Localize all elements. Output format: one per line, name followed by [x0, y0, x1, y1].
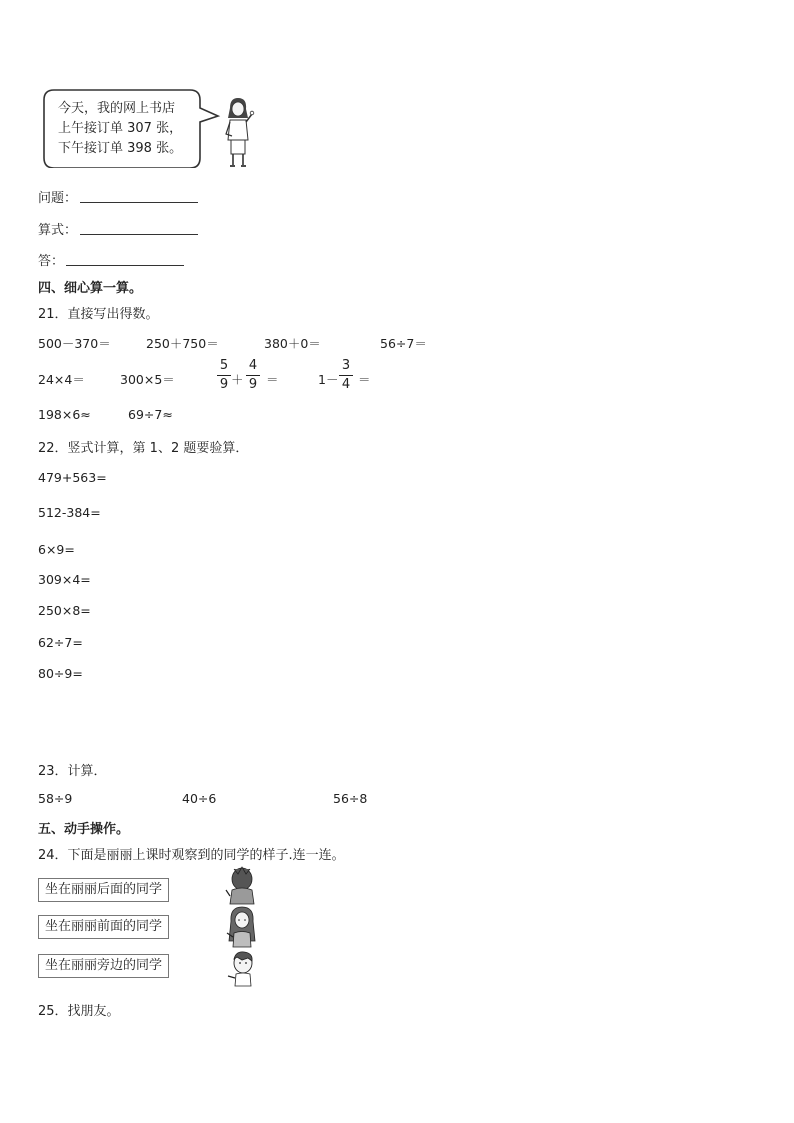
section-4-title: 四、细心算一算。: [38, 281, 143, 296]
q22-item: 6×9=: [38, 542, 75, 557]
q21-item: 198×6≈: [38, 407, 91, 422]
section-5-title: 五、动手操作。: [38, 822, 130, 837]
student-back-view-illustration[interactable]: [224, 866, 260, 906]
match-box-side[interactable]: 坐在丽丽旁边的同学: [38, 954, 169, 978]
q22-item: 62÷7=: [38, 635, 83, 650]
formula-answer-line[interactable]: [80, 234, 198, 235]
fraction-denominator: 4: [341, 377, 351, 392]
q22-title: 22．竖式计算，第 1、2 题要验算．: [38, 441, 249, 456]
q22-item: 80÷9=: [38, 666, 83, 681]
q21-item: 69÷7≈: [128, 407, 173, 422]
fraction-bar: [217, 375, 231, 376]
question-label: 问题：: [38, 191, 78, 206]
fraction-bar: [246, 375, 260, 376]
fraction-denominator: 9: [248, 377, 258, 392]
fraction: [246, 358, 260, 393]
q23-title: 23．计算．: [38, 764, 107, 779]
q21-item: 300×5＝: [120, 372, 175, 387]
equals-sign: ＝: [358, 372, 371, 387]
q22-item: 512-384=: [38, 505, 101, 520]
q25-title: 25．找朋友。: [38, 1004, 120, 1019]
bubble-line-3: 下午接订单 398 张。: [58, 141, 183, 156]
q21-item: 56÷7＝: [380, 336, 427, 351]
fraction-bar: [339, 375, 353, 376]
answer-answer-line[interactable]: [66, 265, 184, 266]
question-answer-line[interactable]: [80, 202, 198, 203]
fraction: [217, 358, 231, 393]
fraction-numerator: 5: [219, 358, 229, 373]
bubble-line-2: 上午接订单 307 张，: [58, 121, 183, 136]
fraction-numerator: 4: [248, 358, 258, 373]
fraction-denominator: 9: [219, 377, 229, 392]
q23-item: 58÷9: [38, 791, 73, 806]
q22-item: 309×4=: [38, 572, 91, 587]
q21-title: 21．直接写出得数。: [38, 307, 159, 322]
equals-sign: ＝: [266, 372, 279, 387]
bubble-line-1: 今天，我的网上书店: [58, 101, 176, 116]
student-side-view-illustration[interactable]: [226, 950, 258, 990]
q21-item: 500－370＝: [38, 336, 111, 351]
q21-item: 24×4＝: [38, 372, 85, 387]
q21-item: 250＋750＝: [146, 336, 219, 351]
plus-sign: ＋: [231, 372, 244, 387]
one-minus: 1－: [318, 372, 339, 387]
match-box-front[interactable]: 坐在丽丽前面的同学: [38, 915, 169, 939]
match-box-behind[interactable]: 坐在丽丽后面的同学: [38, 878, 169, 902]
q23-item: 56÷8: [333, 791, 368, 806]
student-front-view-illustration[interactable]: [224, 905, 260, 949]
q22-item: 250×8=: [38, 603, 91, 618]
q22-item: 479+563=: [38, 470, 107, 485]
answer-label: 答：: [38, 254, 65, 269]
q21-item: 380＋0＝: [264, 336, 321, 351]
woman-figure-illustration: [218, 96, 256, 168]
bubble-text: [58, 99, 182, 159]
q24-title: 24．下面是丽丽上课时观察到的同学的样子.连一连。: [38, 848, 345, 863]
q23-item: 40÷6: [182, 791, 217, 806]
fraction-numerator: 3: [341, 358, 351, 373]
fraction: [339, 358, 353, 393]
formula-label: 算式：: [38, 223, 78, 238]
